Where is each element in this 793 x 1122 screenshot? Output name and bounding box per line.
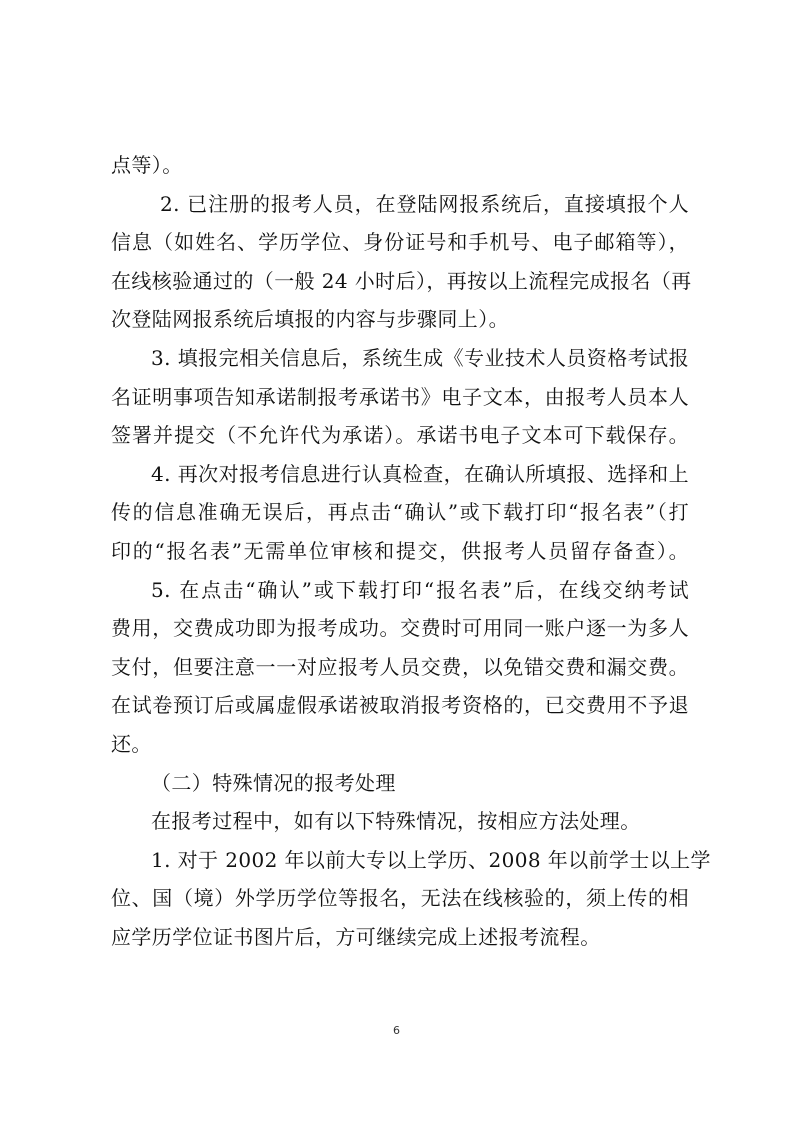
document-body	[111, 146, 711, 956]
paragraph-item-2	[111, 185, 692, 339]
section-heading: （二）特殊情况的报考处理	[151, 770, 396, 795]
text-line: 5. 在点击“确认”或下载打印“报名表”后，在线交纳考试	[151, 577, 689, 602]
text-line: 4. 再次对报考信息进行认真检查，在确认所填报、选择和上	[151, 461, 689, 486]
text-line: 1. 对于 2002 年以前大专以上学历、2008 年以前学士以上学	[151, 847, 711, 872]
text-line: 2. 已注册的报考人员，在登陆网报系统后，直接填报个人	[160, 191, 689, 216]
text-line: 印的“报名表”无需单位审核和提交，供报考人员留存备查）。	[111, 538, 689, 563]
text-line: 信息（如姓名、学历学位、身份证号和手机号、电子邮箱等），	[111, 230, 689, 255]
text-line: 在线核验通过的（一般 24 小时后），再按以上流程完成报名（再	[111, 268, 692, 293]
text-line: 名证明事项告知承诺制报考承诺书》电子文本，由报考人员本人	[111, 384, 689, 409]
text-line: 3. 填报完相关信息后，系统生成《专业技术人员资格考试报	[151, 345, 689, 370]
text-line: 费用，交费成功即为报考成功。交费时可用同一账户逐一为多人	[111, 616, 689, 641]
text-line: 次登陆网报系统后填报的内容与步骤同上）。	[111, 307, 509, 332]
text-line: 签署并提交（不允许代为承诺）。承诺书电子文本可下载保存。	[111, 423, 689, 448]
text-line: 在试卷预订后或属虚假承诺被取消报考资格的，已交费用不予退	[111, 693, 689, 718]
text-line: 支付，但要注意一一对应报考人员交费，以免错交费和漏交费。	[111, 654, 689, 679]
page-number: 6	[393, 1024, 400, 1037]
paragraph-special-cases-intro	[111, 802, 689, 841]
section-heading-special-cases	[111, 764, 689, 803]
text-line: 应学历学位证书图片后，方可继续完成上述报考流程。	[111, 924, 601, 949]
text-line: 还。	[111, 731, 152, 756]
text-line: 传的信息准确无误后，再点击“确认”或下载打印“报名表”（打	[111, 500, 689, 525]
paragraph-special-item-1	[111, 841, 711, 957]
paragraph-continuation	[111, 146, 689, 185]
text-line: 在报考过程中，如有以下特殊情况，按相应方法处理。	[151, 809, 641, 834]
paragraph-item-4	[111, 455, 689, 571]
paragraph-item-5	[111, 571, 689, 764]
text-line: 位、国（境）外学历学位等报名，无法在线核验的，须上传的相	[111, 886, 689, 911]
paragraph-item-3	[111, 339, 689, 455]
text-line: 点等）。	[111, 153, 183, 177]
